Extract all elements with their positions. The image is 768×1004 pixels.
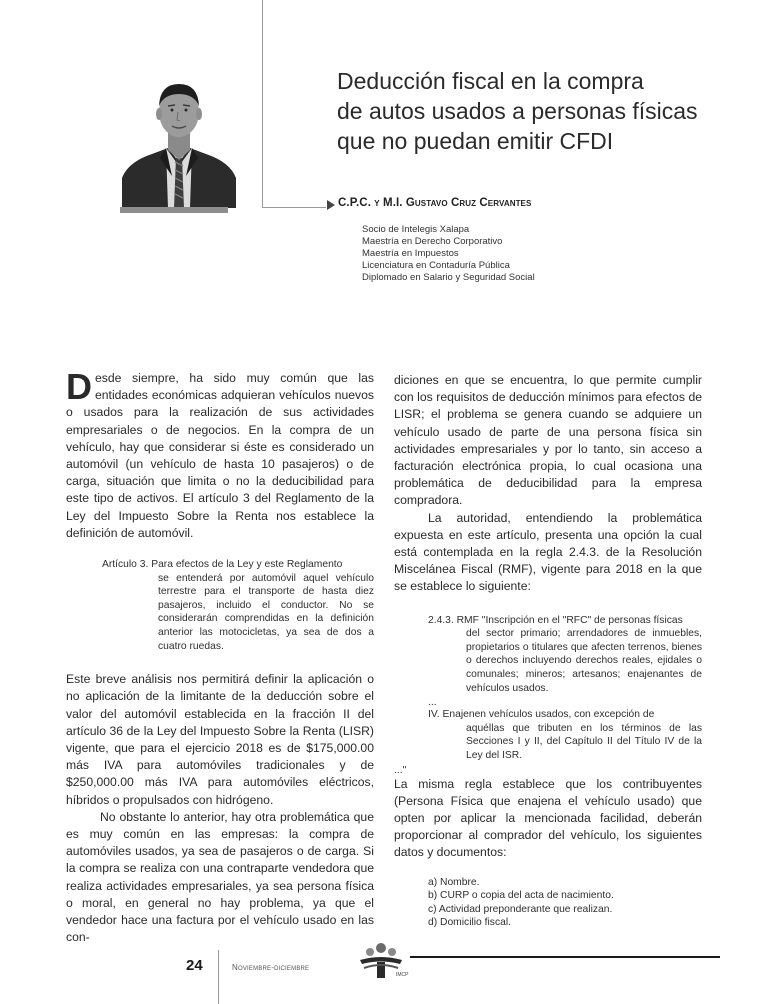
quote-rmf-iv-lead: IV. Enajenen vehículos usados, con excepción de [428,709,655,721]
frame-vertical-line [262,0,263,208]
paragraph-authority: La autoridad, entendiendo la problemática expuesta en este artículo, presenta una opción la cual está contemplada en la regla 2.4.3. de la Resolución Miscelánea Fiscal (RMF), vigente para 2018 en la que se establece lo siguiente: [394,510,702,594]
issue-label: Noviembre-diciembre [232,963,310,972]
credential-line: Maestría en Derecho Corporativo [362,236,503,247]
credential-line: Diplomado en Salario y Seguridad Social [362,272,535,283]
quote-rmf-rule [428,614,702,763]
quote-close-ellipsis: ..." [394,764,407,776]
credential-line: Licenciatura en Contaduría Pública [362,260,510,271]
drop-cap: D [66,366,92,407]
title-line-3: que no puedan emitir CFDI [337,128,614,154]
title-line-2: de autos usados a personas físicas [337,98,698,124]
imcp-logo-icon [356,940,409,980]
paragraph-intro [66,366,374,542]
quote-article-3 [102,558,374,653]
author-photo [122,66,236,208]
body-column-left [66,366,374,946]
paragraph-problem-part-2: diciones en que se encuentra, lo que permite cumplir con los requisitos de deducción mínimos para efectos de LISR; el problema se genera cuando se adquiere un vehículo usado de parte de una persona física sin actividades empresariales y por lo tanto, sin acceso a facturación electrónica propia, lo cual ocasiona una problemática de deducibilidad para la empresa compradora. [394,373,702,508]
quote-ellipsis: ... [428,697,437,709]
requirements-list [428,876,702,930]
credential-line: Socio de Intelegis Xalapa [362,224,470,235]
author-name: C.P.C. y M.I. Gustavo Cruz Cervantes [338,197,532,209]
quote-article-3-lead: Artículo 3. Para efectos de la Ley y este Reglamento [102,559,343,571]
author-credentials [362,224,535,284]
list-item: b) CURP o copia del acta de nacimiento. [428,890,614,902]
photo-underline-bar [120,207,228,213]
credential-line: Maestría en Impuestos [362,248,459,259]
article-title [337,66,717,156]
list-item: c) Actividad preponderante que realizan. [428,903,613,915]
footer-divider [218,950,219,1004]
quote-rmf-lead: 2.4.3. RMF "Inscripción en el "RFC" de personas físicas [428,614,683,626]
frame-author-line [262,207,326,208]
logo-text: IMCP [396,972,409,978]
page-number: 24 [186,957,203,974]
paragraph-analysis: Este breve análisis nos permitirá definir la aplicación o no aplicación de la limitante de la deducción sobre el valor del automóvil establecida en la fracción II del artículo 36 de la Ley del Impuesto Sobre la Renta (LISR) vigente, que para el ejercicio 2018 es de $175,000.00 más IVA para automóviles tradicionales y de $250,000.00 más IVA para automóviles eléctricos, híbridos o propulsados con hidrógeno. [66,672,374,807]
footer-rule [410,956,720,958]
quote-rmf-iv-text: aquéllas que tributen en los términos de las Secciones I y II, del Capítulo II del Título IV de la Ley del ISR. [466,722,702,761]
quote-rmf-text: del sector primario; arrendadores de inmuebles, propietarios o titulares que afecten terrenos, bienes o derechos incluyendo derechos reales, ejidales o comunales; mineros; artesanos; enajenantes de vehículos usados. [466,628,702,694]
paragraph-intro-text: esde siempre, ha sido muy común que las entidades económicas adquieran vehículos nuevos o usados para la realización de sus actividades empresariales o de negocios. En la compra de un vehículo, hay que considerar si éste es considerado un automóvil (un vehículo de hasta 10 pasajeros) o de carga, situación que limita o no la deducibilidad para este tipo de activos. El artículo 3 del Reglamento de la Ley del Impuesto Sobre la Renta nos establece la definición de automóvil. [66,371,374,540]
author-arrow-icon [327,200,335,210]
quote-article-3-text: se entenderá por automóvil aquel vehículo terrestre para el transporte de hasta diez pasajeros, incluido el conductor. No se considerarán comprendidas en la definición anterior las motocicletas, ya sea de dos a cuatro ruedas. [158,572,374,652]
paragraph-rule-requirements: La misma regla establece que los contribuyentes (Persona Física que enajena el vehículo usado) que opten por aplicar la mencionada facilidad, deberán proporcionar al comprador del vehículo, los siguientes datos y documentos: [394,776,702,860]
list-item: d) Domicilio fiscal. [428,917,511,929]
paragraph-problem-part-1: No obstante lo anterior, hay otra problemática que es muy común en las empresas: la compra de automóviles usados, ya sea de pasajeros o de carga. Si la compra se realiza con una contraparte vendedora que realiza actividades empresariales, ya sea persona física o moral, en general no hay problema, ya que el vendedor hace una factura por el vehículo usado en las con- [66,809,374,945]
list-item: a) Nombre. [428,876,480,888]
title-line-1: Deducción fiscal en la compra [337,68,644,94]
body-column-right [394,372,702,930]
